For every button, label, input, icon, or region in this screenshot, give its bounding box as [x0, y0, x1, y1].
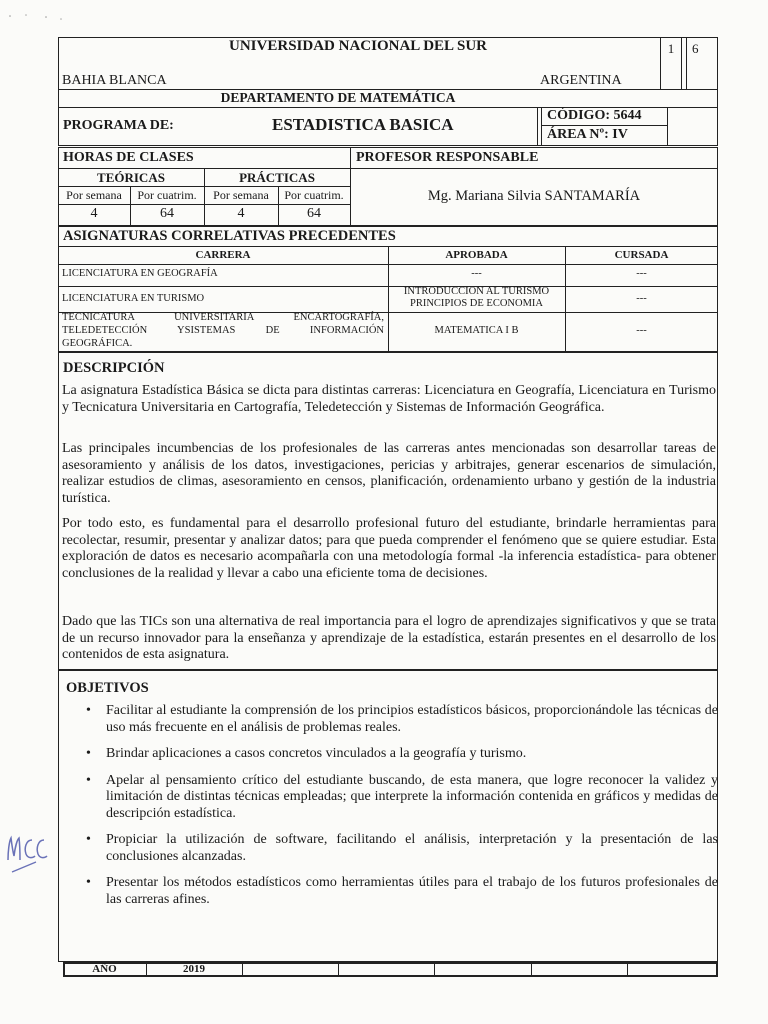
programa-label: PROGRAMA DE:	[63, 118, 174, 133]
codigo: CÓDIGO: 5644	[547, 108, 642, 123]
bullet-icon: •	[86, 703, 91, 718]
t-cuatrim-col: Por cuatrim.	[137, 188, 197, 202]
objetivo-item: • Propiciar la utilización de software, facilitando el análisis, interpretación y la presentación de las conclusiones alcanzadas.	[86, 832, 718, 864]
profesor-name: Mg. Mariana Silvia SANTAMARÍA	[427, 188, 641, 204]
handwritten-initials	[2, 828, 50, 876]
bullet-icon: •	[86, 875, 91, 890]
objetivos-title: OBJETIVOS	[66, 680, 149, 696]
col-cursada: CURSADA	[614, 249, 669, 261]
subject-title: ESTADISTICA BASICA	[272, 115, 454, 134]
objetivo-item: • Facilitar al estudiante la comprensión de los principios estadísticos básicos, proporcionándole las técnicas de uso más frecuente en el análisis de problemas reales.	[86, 703, 718, 735]
department-name: DEPARTAMENTO DE MATEMÁTICA	[220, 90, 456, 105]
p-cuatrim-col: Por cuatrim.	[284, 188, 344, 202]
row2-carrera: LICENCIATURA EN TURISMO	[62, 293, 205, 304]
descripcion-title: DESCRIPCIÓN	[63, 360, 165, 376]
p-semana-col: Por semana	[213, 188, 269, 202]
page-number-box-2	[686, 37, 718, 89]
col-aprobada: APROBADA	[445, 249, 508, 261]
t-cuatrim-value: 64	[160, 206, 174, 221]
country: ARGENTINA	[540, 73, 622, 88]
ano-label: AÑO	[92, 963, 117, 975]
descripcion-p2: Las principales incumbencias de los profesionales de las carreras antes mencionadas son desarrollar tareas de asesoramiento y análisis de los datos, investigaciones, pericias y arbitrajes, generar escenarios de simulación, realizar estudios de climas, asesoramiento en censos, planificación, ordenamiento urbano y gestión de la industria turística.	[62, 441, 716, 506]
area: ÁREA Nº: IV	[547, 127, 628, 142]
university-name: UNIVERSIDAD NACIONAL DEL SUR	[229, 38, 487, 54]
p-cuatrim-value: 64	[307, 206, 321, 221]
row1-aprobada: ---	[471, 268, 482, 279]
teoricas-header: TEÓRICAS	[97, 170, 165, 185]
bullet-icon: •	[86, 746, 91, 761]
objetivo-item: • Apelar al pensamiento crítico del estudiante buscando, de esta manera, que logre reconocer la validez y limitación de distintas técnicas empleadas; que interprete la información contenida en gráficos y medidas de descripción estadística.	[86, 772, 718, 821]
city: BAHIA BLANCA	[62, 73, 167, 88]
t-semana-value: 4	[90, 206, 98, 221]
row1-cursada: ---	[636, 268, 647, 279]
row2-aprobada-2: PRINCIPIOS DE ECONOMIA	[409, 298, 543, 309]
page-number-1: 1	[667, 41, 675, 56]
bullet-icon: •	[86, 832, 91, 847]
year-value: 2019	[183, 963, 205, 975]
row2-aprobada-1: INTRODUCCION AL TURISMO	[403, 286, 550, 297]
descripcion-p4: Dado que las TICs son una alternativa de real importancia para el logro de aprendizajes significativos y que se trata de un recurso innovador para la enseñanza y aprendizaje de la estadística, estarán presentes en el desarrollo de los contenidos de esta asignatura.	[62, 614, 716, 662]
col-carrera: CARRERA	[195, 249, 251, 261]
row3-aprobada: MATEMATICA I B	[434, 325, 519, 336]
scan-specks	[6, 8, 66, 18]
row3-cursada: ---	[636, 325, 647, 336]
objetivos-list	[84, 703, 718, 918]
page-number-2: 6	[692, 41, 699, 56]
objetivo-item: • Brindar aplicaciones a casos concretos vinculados a la geografía y turismo.	[86, 746, 527, 761]
row1-carrera: LICENCIATURA EN GEOGRAFÍA	[62, 268, 218, 279]
objetivo-item: • Presentar los métodos estadísticos como herramientas útiles para el trabajo de los futuros profesionales de las carreras afines.	[86, 875, 718, 907]
row3-carrera-1: TECNICATURA UNIVERSITARIA ENCARTOGRAFÍA,	[62, 312, 384, 323]
descripcion-p1: La asignatura Estadística Básica se dicta para distintas carreras: Licenciatura en Geografía, Licenciatura en Turismo y Tecnicatura Universitaria en Cartografía, Teledetección y Sistemas de Información Geográfica.	[62, 383, 716, 415]
row3-carrera-2: TELEDETECCIÓN YSISTEMAS DE INFORMACIÓN	[62, 325, 384, 336]
practicas-header: PRÁCTICAS	[239, 170, 315, 185]
t-semana-col: Por semana	[66, 188, 122, 202]
hours-title: HORAS DE CLASES	[63, 150, 194, 165]
row3-carrera-3: GEOGRÁFICA.	[62, 338, 133, 349]
correlativas-title: ASIGNATURAS CORRELATIVAS PRECEDENTES	[63, 228, 396, 244]
descripcion-p3: Por todo esto, es fundamental para el desarrollo profesional futuro del estudiante, brindarle herramientas para recolectar, resumir, presentar y analizar datos; para que pueda comprender el fenómeno que se quiere estudiar. Esta exploración de datos es necesario acompañarla con una metodología formal -la inferencia estadística- para obtener conclusiones de la realidad y llevar a cabo una eficiente toma de decisiones.	[62, 516, 716, 581]
profesor-title: PROFESOR RESPONSABLE	[356, 150, 539, 165]
row2-cursada: ---	[636, 293, 647, 304]
bullet-icon: •	[86, 772, 91, 788]
p-semana-value: 4	[237, 206, 245, 221]
